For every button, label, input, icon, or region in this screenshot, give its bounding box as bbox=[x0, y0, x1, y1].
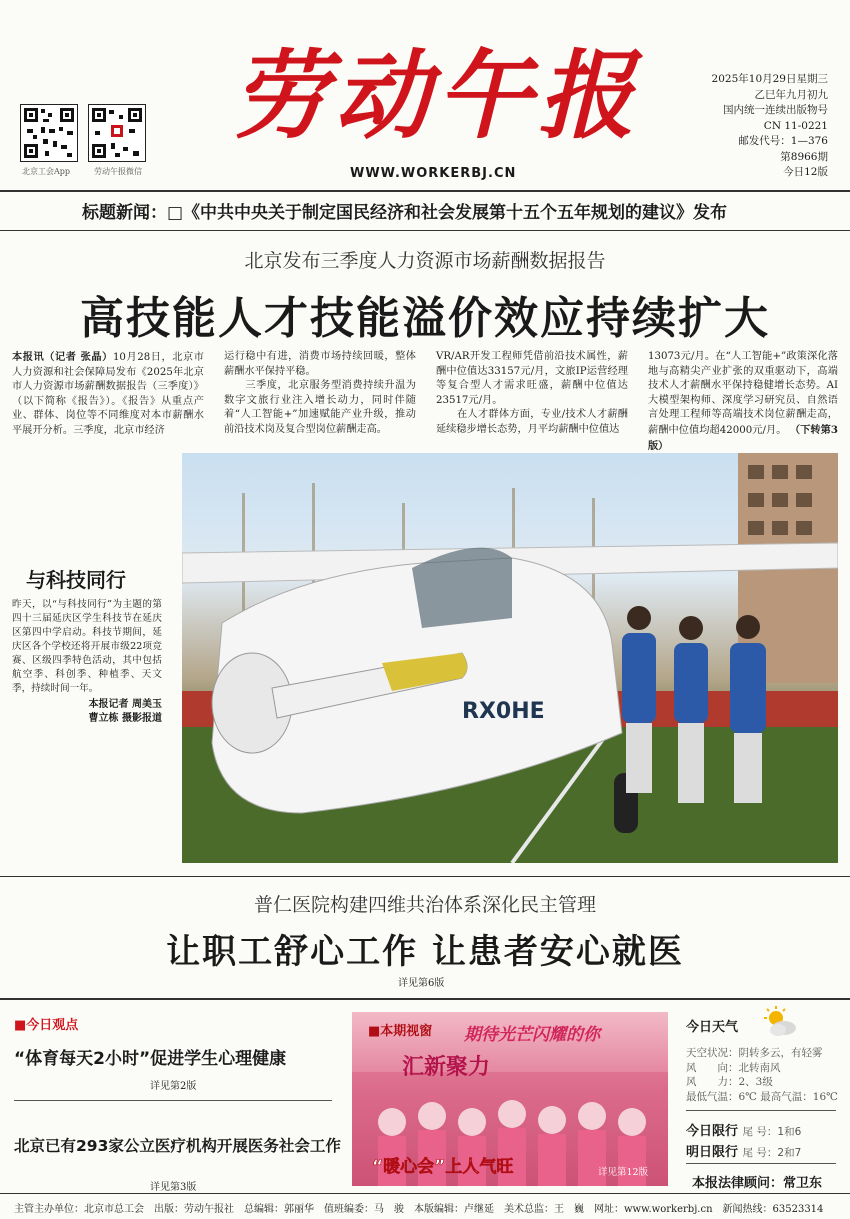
lead-col4-text: 13073元/月。在“人工智能+”政策深化落地与高精尖产业扩张的双重驱动下，高端技术人才薪酬水平保持稳健增长态势。AI大模型架构师、深度学习研究员、自然语言处理工程师等高端技术岗位薪酬走高，薪酬中位值均超42000元/月。 bbox=[648, 351, 838, 436]
issue-date: 2025年10月29日星期三 bbox=[711, 73, 828, 85]
photo-credit bbox=[12, 698, 162, 726]
photo-credit-line2: 曹立栋 摄影报道 bbox=[88, 713, 162, 724]
headline-news-rule bbox=[0, 230, 850, 231]
weather-details bbox=[686, 1046, 838, 1104]
lead-column-2: 运行稳中有进，消费市场持续回暖，整体薪酬水平保持平稳。 三季度，北京服务型消费持续升温为数字文旅行业注入增长动力，同时伴随着“人工智能+”加速赋能产业升级，推动前沿技术岗及复合型岗位薪酬走高。 bbox=[224, 351, 416, 435]
opinion-divider bbox=[14, 1100, 332, 1101]
weather-temperature: 最低气温：6℃ 最高气温：16℃ bbox=[686, 1090, 838, 1103]
opinion-item-2-see[interactable]: 详见第3版 bbox=[150, 1182, 197, 1193]
legal-advisor: 本报法律顾问：常卫东 bbox=[692, 1176, 823, 1191]
second-see-page[interactable]: 详见第6版 bbox=[398, 978, 445, 989]
traffic-tomorrow-label: 明日限行 bbox=[686, 1145, 739, 1160]
window-photo[interactable] bbox=[352, 1012, 668, 1186]
headline-news[interactable]: 标题新闻：□《中共中央关于制定国民经济和社会发展第十五个五年规划的建议》发布 bbox=[82, 203, 728, 223]
traffic-today-label: 今日限行 bbox=[686, 1124, 739, 1139]
footer-rule bbox=[0, 1193, 850, 1194]
photo-airplane[interactable] bbox=[182, 453, 838, 863]
issue-number: 第8966期 bbox=[780, 150, 828, 163]
traffic-divider bbox=[686, 1163, 836, 1164]
lunar-date: 乙巳年九月初九 bbox=[754, 88, 828, 101]
traffic-today bbox=[686, 1120, 801, 1139]
photo-airplane-illustration bbox=[182, 453, 838, 863]
window-caption: “暖心会”上人气旺 bbox=[372, 1157, 514, 1177]
lead-byline: 本报讯（记者 张晶） bbox=[12, 351, 113, 363]
lead-kicker: 北京发布三季度人力资源市场薪酬数据报告 bbox=[244, 250, 606, 272]
opinion-item-2[interactable]: 北京已有293家公立医疗机构开展医务社会工作 bbox=[14, 1137, 341, 1155]
opinion-tag: ■今日观点 bbox=[14, 1018, 79, 1033]
traffic-today-value: 尾 号：1和6 bbox=[742, 1126, 802, 1138]
plane-registration: RX0HE bbox=[462, 699, 545, 724]
photo-bottom-rule bbox=[0, 876, 850, 877]
photo-feature-title: 与科技同行 bbox=[26, 568, 126, 592]
sun-cloud-icon bbox=[762, 1006, 798, 1042]
opinion-item-1[interactable]: “体育每天2小时”促进学生心理健康 bbox=[14, 1049, 287, 1069]
issue-info bbox=[712, 72, 828, 181]
masthead-url[interactable]: WWW.WORKERBJ.CN bbox=[350, 166, 517, 181]
lead-column-4 bbox=[648, 350, 838, 454]
qr-caption-wechat: 劳动午报微信 bbox=[94, 167, 142, 176]
window-banner-2: 汇新聚力 bbox=[402, 1054, 491, 1080]
masthead-rule bbox=[0, 190, 850, 192]
lead-headline[interactable]: 高技能人才技能溢价效应持续扩大 bbox=[80, 293, 770, 344]
second-headline[interactable]: 让职工舒心工作 让患者安心就医 bbox=[166, 932, 684, 972]
qr-code-wechat[interactable] bbox=[88, 104, 146, 162]
weather-title: 今日天气 bbox=[686, 1020, 739, 1035]
weather-divider bbox=[686, 1110, 836, 1111]
weather-sky: 天空状况：阴转多云，有轻雾 bbox=[686, 1047, 823, 1059]
students-figure bbox=[622, 606, 766, 803]
bottom-section-rule bbox=[0, 998, 850, 1000]
second-kicker: 普仁医院构建四维共治体系深化民主管理 bbox=[253, 894, 596, 916]
page-count: 今日12版 bbox=[783, 166, 828, 178]
opinion-item-1-see[interactable]: 详见第2版 bbox=[150, 1081, 197, 1092]
window-see-page[interactable]: 详见第12版 bbox=[598, 1167, 649, 1178]
footer-credits: 主管主办单位：北京市总工会 出版：劳动午报社 总编辑：郭丽华 值班编委：马 骏 本版编辑：卢继延 美术总监：王 巍 网址：www.workerbj.cn 新闻热线：63523314 bbox=[14, 1204, 824, 1215]
photo-credit-line1: 本报记者 周美玉 bbox=[88, 699, 162, 710]
lead-col1-text: 10月28日，北京市人力资源和社会保障局发布《2025年北京市人力资源市场薪酬数据报告（三季度）》（以下简称《报告》）。《报告》从重点产业、群体、岗位等不同维度对本市薪酬水平展开分析。三季度，北京市经济 bbox=[12, 352, 204, 436]
lead-column-1 bbox=[12, 350, 204, 439]
serial-label: 国内统一连续出版物号 bbox=[723, 104, 828, 116]
traffic-tomorrow bbox=[686, 1141, 801, 1160]
lead-continued[interactable]: （下转第3版） bbox=[648, 423, 838, 452]
window-banner: 期待光芒闪耀的你 bbox=[464, 1025, 600, 1045]
traffic-tomorrow-value: 尾 号：2和7 bbox=[742, 1147, 802, 1159]
weather-wind-force: 风 力：2、3级 bbox=[686, 1076, 773, 1088]
qr-caption-app: 北京工会App bbox=[22, 167, 71, 176]
postal-code: 邮发代号：1—376 bbox=[738, 135, 828, 147]
cn-number: CN 11-0221 bbox=[763, 119, 828, 132]
lead-column-3: VR/AR开发工程师凭借前沿技术属性，薪酬中位值达33157元/月，文旅IP运营经理等复合型人才需求旺盛，薪酬中位值达23517元/月。 在人才群体方面，专业/技术人才薪酬延续稳步增长态势，月平均薪酬中位值达 bbox=[436, 351, 628, 435]
weather-wind-direction: 风 向：北转南风 bbox=[686, 1061, 781, 1074]
qr-code-workers-app[interactable] bbox=[20, 104, 78, 162]
masthead-title: 劳动午报 bbox=[232, 39, 640, 152]
photo-feature-text: 昨天，以“与科技同行”为主题的第四十三届延庆区学生科技节在延庆区第四中学启动。科技节期间，延庆区各个学校还将开展市级22项竞赛、区级四季特色活动，其中包括航空季、科创季、种植季、天文季，持续时间一年。 bbox=[12, 599, 162, 694]
window-tag: ■本期视窗 bbox=[368, 1024, 433, 1039]
